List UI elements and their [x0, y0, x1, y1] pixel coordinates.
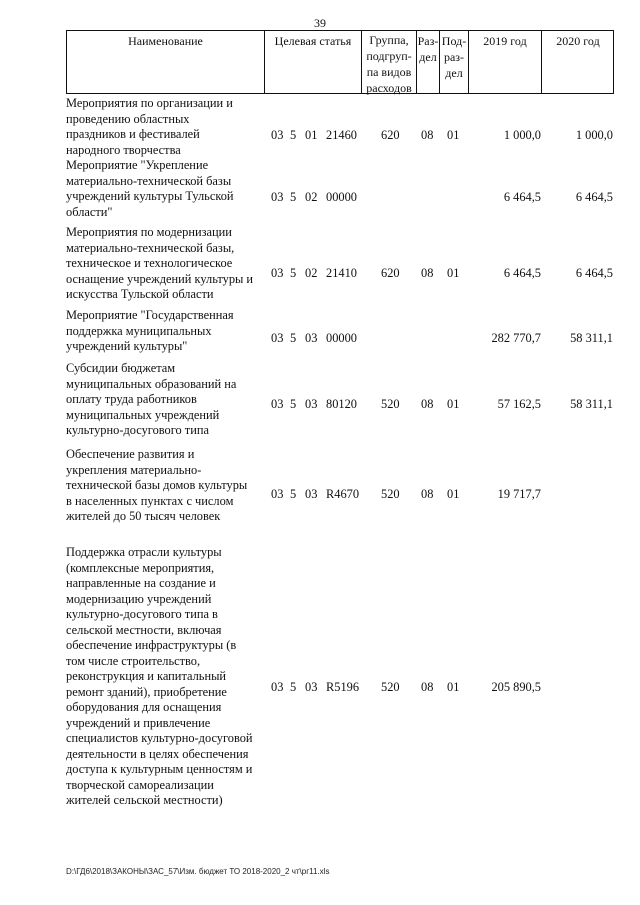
cs-program: 03: [271, 266, 284, 280]
row-name-line: учреждений и привлечение: [66, 715, 211, 730]
row-name-line: оплату труда работников: [66, 392, 197, 406]
header-razdel: [417, 33, 439, 95]
header-group: [362, 32, 416, 94]
header-group-line: Группа,: [369, 33, 409, 47]
cs-direction: 21410: [326, 266, 357, 280]
expense-type: 520: [381, 397, 400, 411]
row-name-line: реконструкция и капитальный: [66, 669, 227, 683]
cs-subprogram: 5: [290, 331, 297, 345]
row-name-line: поддержка муниципальных: [66, 323, 212, 338]
amount-2020: 58 311,1: [570, 331, 613, 345]
row-name-line: материально-технической базы,: [66, 240, 235, 255]
amount-2020: 58 311,1: [570, 397, 613, 411]
row-name-line: техническое и технологическое: [66, 256, 233, 270]
row-name-line: Мероприятия по модернизации: [66, 225, 232, 239]
cs-subprogram: 5: [290, 680, 297, 694]
header-group-line: подгруп-: [366, 49, 412, 63]
header-podrazdel: [440, 33, 468, 95]
cs-program: 03: [271, 680, 284, 694]
row-name-line: ремонт зданий), приобретение: [66, 684, 227, 699]
amount-2019: 57 162,5: [497, 397, 541, 411]
cs-main-event: 03: [305, 397, 318, 411]
row-name-line: муниципальных учреждений: [66, 407, 220, 422]
cs-program: 03: [271, 128, 284, 142]
row-name-line: материально-технической базы: [66, 173, 232, 188]
row-name-line: проведению областных: [66, 111, 190, 126]
header-podrazdel-line: Под-: [441, 34, 467, 48]
row-name: [66, 447, 272, 525]
row-name-line: культурно-досугового типа в: [66, 607, 218, 621]
amount-2019: 6 464,5: [503, 266, 541, 280]
podrazdel: 01: [447, 128, 460, 142]
row-name-line: праздников и фестивалей: [66, 127, 200, 141]
cs-direction: 00000: [326, 331, 357, 345]
cs-direction: 00000: [326, 190, 357, 204]
amount-2019: 6 464,5: [503, 190, 541, 204]
podrazdel: 01: [447, 266, 460, 280]
table-header: [66, 30, 614, 94]
amount-2020: 6 464,5: [575, 266, 613, 280]
row-name-line: жителей до 50 тысяч человек: [66, 509, 221, 523]
row-name-line: Поддержка отрасли культуры: [66, 545, 222, 559]
row-name-line: жителей сельской местности): [66, 793, 223, 807]
cs-subprogram: 5: [290, 397, 297, 411]
cs-subprogram: 5: [290, 266, 297, 280]
podrazdel: 01: [447, 680, 460, 694]
cs-subprogram: 5: [290, 487, 297, 501]
cs-program: 03: [271, 487, 284, 501]
header-2020: 2020 год: [556, 34, 600, 48]
cs-direction: 80120: [326, 397, 357, 411]
cs-program: 03: [271, 331, 284, 345]
row-name-line: народного творчества: [66, 142, 181, 157]
cs-main-event: 01: [305, 128, 318, 142]
row-name-line: укрепления материально-: [66, 462, 202, 477]
cs-program: 03: [271, 397, 284, 411]
row-name-line: специалистов культурно-досуговой: [66, 731, 253, 745]
row-name: [66, 158, 272, 220]
header-group-line: па видов: [366, 65, 412, 79]
row-name: [66, 545, 272, 809]
row-name: [66, 361, 272, 439]
file-path-footer: D:\ГД6\2018\ЗАКОНЫ\ЗАС_57\Изм. бюджет ТО 2018-2020_2 чт\рг11.xls: [66, 867, 330, 876]
row-name-line: в населенных пунктах с числом: [66, 493, 234, 508]
row-name-line: направленные на создание и: [66, 576, 216, 590]
row-name-line: оснащение учреждений культуры и: [66, 271, 254, 286]
cs-subprogram: 5: [290, 128, 297, 142]
row-name-line: Мероприятие "Государственная: [66, 308, 234, 322]
podrazdel: 01: [447, 487, 460, 501]
row-name-line: Субсидии бюджетам: [66, 361, 176, 375]
row-name-line: Мероприятие "Укрепление: [66, 158, 209, 172]
row-name-line: оборудования для оснащения: [66, 700, 222, 714]
header-podrazdel-line: раз-: [443, 50, 465, 64]
row-name-line: муниципальных образований на: [66, 376, 237, 391]
row-name-line: технической базы домов культуры: [66, 478, 248, 492]
cs-main-event: 03: [305, 680, 318, 694]
cs-main-event: 03: [305, 487, 318, 501]
header-target: Целевая статья: [274, 34, 352, 48]
row-name-line: модернизацию учреждений: [66, 591, 212, 606]
cs-direction: R5196: [326, 680, 360, 694]
expense-type: 520: [381, 680, 400, 694]
row-name-line: доступа к культурным ценностям и: [66, 762, 253, 776]
row-name-line: учреждений культуры": [66, 339, 188, 353]
row-name-line: том числе строительство,: [66, 653, 201, 668]
podrazdel: 01: [447, 397, 460, 411]
row-name-line: обеспечение инфраструктуры (в: [66, 638, 237, 652]
cs-main-event: 02: [305, 190, 318, 204]
cs-main-event: 03: [305, 331, 318, 345]
row-name-line: Мероприятия по организации и: [66, 96, 233, 110]
razdel: 08: [421, 128, 434, 142]
header-razdel-line: дел: [419, 50, 437, 64]
row-name: [66, 308, 272, 355]
amount-2020: 6 464,5: [575, 190, 613, 204]
amount-2019: 282 770,7: [491, 331, 541, 345]
row-name-line: (комплексные мероприятия,: [66, 560, 215, 575]
row-name-line: искусства Тульской области: [66, 287, 214, 301]
header-2019: 2019 год: [483, 34, 527, 48]
cs-program: 03: [271, 190, 284, 204]
razdel: 08: [421, 397, 434, 411]
amount-2019: 1 000,0: [503, 128, 541, 142]
cs-subprogram: 5: [290, 190, 297, 204]
row-name-line: деятельности в целях обеспечения: [66, 746, 249, 761]
expense-type: 620: [381, 266, 400, 280]
row-name-line: области": [66, 204, 113, 219]
page-number: 39: [314, 16, 326, 30]
header-podrazdel-line: дел: [445, 66, 463, 80]
row-name-line: сельской местности, включая: [66, 622, 222, 637]
cs-direction: 21460: [326, 128, 357, 142]
header-name: Наименование: [128, 34, 203, 48]
expense-type: 620: [381, 128, 400, 142]
row-name-line: культурно-досугового типа: [66, 423, 209, 437]
expense-type: 520: [381, 487, 400, 501]
cs-direction: R4670: [326, 487, 360, 501]
razdel: 08: [421, 487, 434, 501]
header-razdel-line: Раз-: [417, 34, 439, 48]
amount-2019: 205 890,5: [491, 680, 541, 694]
row-name-line: Обеспечение развития и: [66, 447, 195, 461]
row-name: [66, 96, 272, 158]
header-group-line: расходов: [366, 81, 412, 95]
cs-main-event: 02: [305, 266, 318, 280]
amount-2020: 1 000,0: [575, 128, 613, 142]
razdel: 08: [421, 266, 434, 280]
row-name: [66, 225, 272, 303]
razdel: 08: [421, 680, 434, 694]
row-name-line: учреждений культуры Тульской: [66, 189, 234, 203]
row-name-line: творческой самореализации: [66, 777, 214, 792]
amount-2019: 19 717,7: [497, 487, 541, 501]
